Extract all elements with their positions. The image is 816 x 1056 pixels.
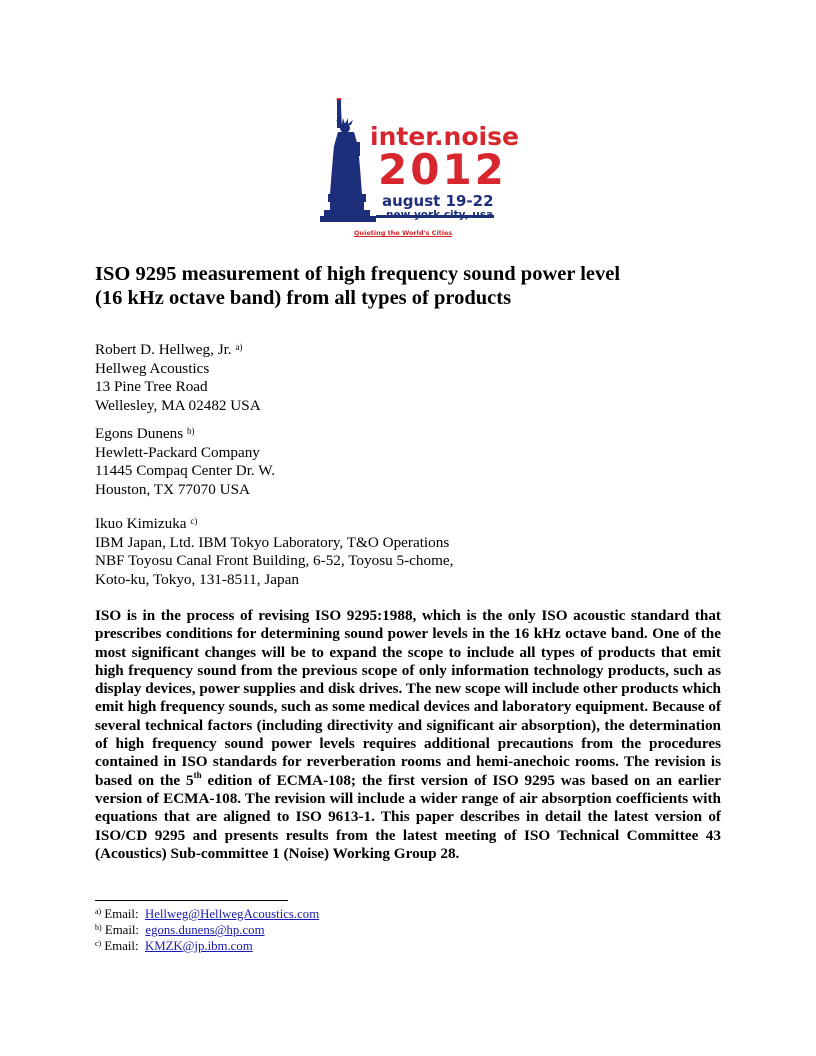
footnote-mark: c) — [95, 939, 102, 948]
title-line-1: ISO 9295 measurement of high frequency sound power level — [95, 263, 621, 285]
author-mark: b) — [186, 426, 195, 436]
logo-conference-name: inter.noise — [370, 122, 519, 151]
author-name: Egons Dunens — [95, 425, 184, 442]
footnote-b — [95, 922, 319, 938]
affiliation-line: IBM Japan, Ltd. IBM Tokyo Laboratory, T&O Operations — [95, 533, 450, 551]
affiliation-line: Houston, TX 77070 USA — [95, 480, 250, 498]
affiliation-line: Wellesley, MA 02482 USA — [95, 396, 261, 414]
abstract-superscript: th — [193, 769, 202, 780]
author-block-2 — [95, 425, 695, 499]
author-mark: c) — [190, 516, 198, 526]
affiliation-line: NBF Toyosu Canal Front Building, 6-52, Toyosu 5-chome, — [95, 552, 454, 569]
footnote-a — [95, 906, 319, 922]
abstract — [95, 607, 721, 863]
footnote-label: Email: — [104, 939, 139, 953]
abstract-text-part-2: edition of ECMA-108; the first version of ISO 9295 was based on an earlier version of ECMA-108. The revision will include a wider range of air absorption coefficients with equations that are aligned to ISO 9613-1. This paper describes in detail the latest version of ISO/CD 9295 and presents results from the latest meeting of ISO Technical Committee 43 (Acoustics) Sub-committee 1 (Noise) Working Group 28. — [95, 771, 721, 862]
footnotes — [95, 906, 319, 954]
footnote-label: Email: — [104, 923, 139, 937]
footnote-divider — [95, 900, 288, 901]
logo-year: 2012 — [378, 145, 507, 194]
paper-title — [95, 262, 735, 310]
logo-city: new york city, usa — [386, 209, 494, 221]
author-name: Ikuo Kimizuka — [95, 515, 187, 532]
email-link-kimizuka[interactable]: KMZK@jp.ibm.com — [144, 939, 253, 953]
footnote-c — [95, 938, 319, 954]
footnote-mark: b) — [95, 923, 102, 932]
affiliation-line: 11445 Compaq Center Dr. W. — [95, 462, 275, 479]
affiliation-line: 13 Pine Tree Road — [95, 378, 208, 395]
affiliation-line: Hellweg Acoustics — [95, 359, 210, 377]
author-mark: a) — [235, 342, 243, 352]
footnote-label: Email: — [104, 907, 139, 921]
abstract-text-part-1: ISO is in the process of revising ISO 9295:1988, which is the only ISO acoustic standard that prescribes conditions for determining sound power levels in the 16 kHz octave band. One of the most significant changes will be to expand the scope to include all types of products that emit high frequency sound from the previous scope of only information technology products, such as display devices, power supplies and disk drives. The new scope will include other products which emit high frequency sounds, such as some medical devices and laboratory equipment. Because of several technical factors (including directivity and significant air absorption), the determination of high frequency sound power levels requires additional precautions from the procedures contained in ISO standards for reverberation rooms and hemi-anechoic rooms. The revision is based on the 5 — [95, 607, 721, 789]
email-link-dunens[interactable]: egons.dunens@hp.com — [145, 923, 265, 937]
affiliation-line: Hewlett-Packard Company — [95, 443, 260, 461]
author-block-1 — [95, 341, 695, 415]
footnote-mark: a) — [95, 907, 102, 916]
affiliation-line: Koto-ku, Tokyo, 131-8511, Japan — [95, 570, 299, 588]
author-name: Robert D. Hellweg, Jr. — [95, 341, 232, 358]
author-block-3 — [95, 515, 695, 589]
title-line-2: (16 kHz octave band) from all types of products — [95, 287, 512, 309]
logo-dates: august 19-22 — [382, 192, 494, 210]
email-link-hellweg[interactable]: Hellweg@HellwegAcoustics.com — [144, 907, 320, 921]
logo-tagline: Quieting the World's Cities — [354, 229, 453, 237]
conference-logo — [318, 98, 519, 240]
